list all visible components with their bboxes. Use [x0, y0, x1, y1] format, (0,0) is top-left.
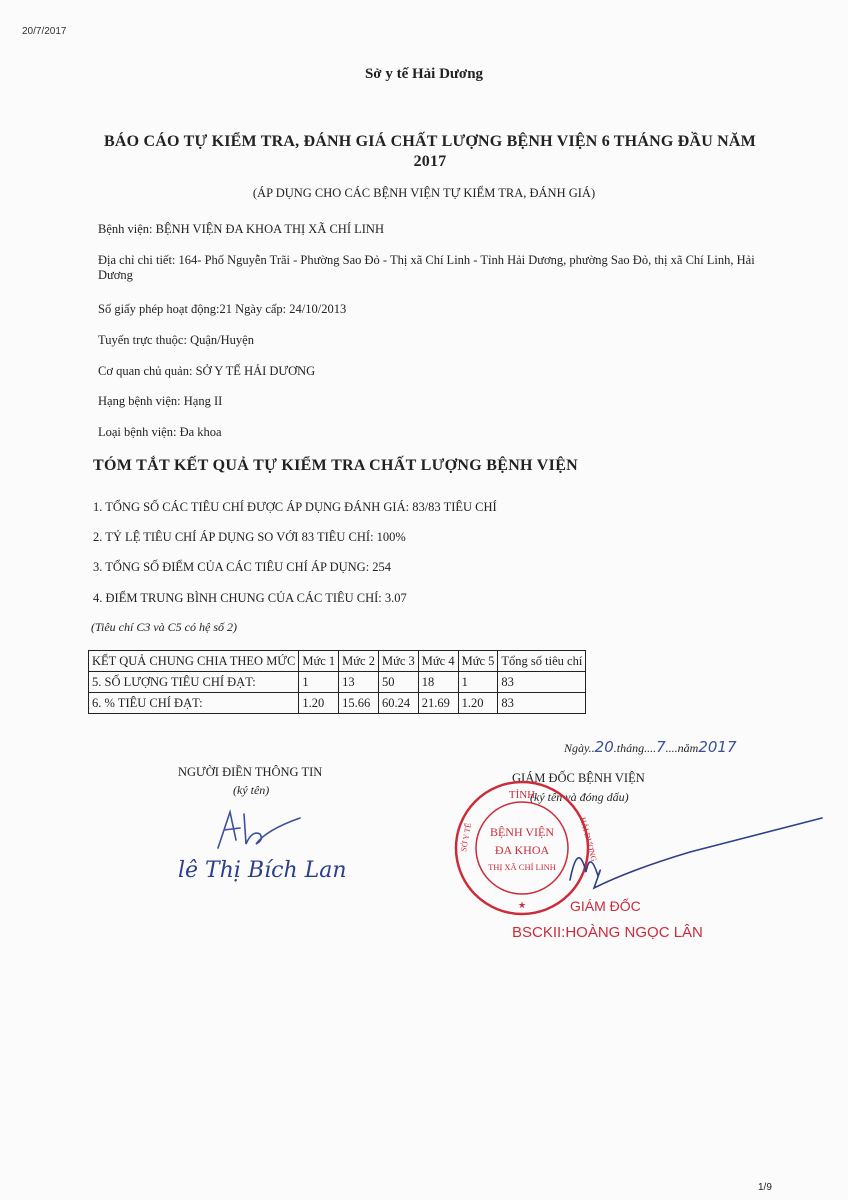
filler-name-handwritten: lê Thị Bích Lan [178, 858, 347, 883]
table-cell: 60.24 [378, 693, 418, 714]
table-cell: 1.20 [458, 693, 498, 714]
summary-item: 1. TỔNG SỐ CÁC TIÊU CHÍ ĐƯỢC ÁP DỤNG ĐÁNH GIÁ: 83/83 TIÊU CHÍ [93, 500, 497, 514]
stamp-ring-right: HẢI DƯƠNG [578, 816, 599, 863]
date-month: 7 [656, 738, 666, 756]
filler-signature [200, 800, 310, 860]
stamp-line2: ĐA KHOA [494, 843, 550, 857]
report-title: BÁO CÁO TỰ KIỂM TRA, ĐÁNH GIÁ CHẤT LƯỢNG BỆNH VIỆN 6 THÁNG ĐẦU NĂM 2017 [104, 133, 756, 170]
stamp-line3: THỊ XÃ CHÍ LINH [488, 862, 556, 872]
hospital-rank: Hạng bệnh viện: Hạng II [98, 394, 223, 408]
table-header-cell: Tổng số tiêu chí [498, 651, 586, 672]
date-year: 2017 [698, 738, 737, 756]
director-sign-note: (ký tên và đóng dấu) [530, 790, 629, 804]
stamp-ring-left: SỞ Y TẾ [459, 822, 474, 853]
table-cell: 18 [418, 672, 458, 693]
license-info: Số giấy phép hoạt động:21 Ngày cấp: 24/10/2013 [98, 302, 347, 316]
table-cell: 1.20 [299, 693, 339, 714]
table-cell: 1 [458, 672, 498, 693]
signing-date [564, 738, 737, 756]
summary-item: 4. ĐIỂM TRUNG BÌNH CHUNG CỦA CÁC TIÊU CHÍ: 3.07 [93, 591, 407, 605]
summary-item: 3. TỔNG SỐ ĐIỂM CỦA CÁC TIÊU CHÍ ÁP DỤNG: 254 [93, 560, 392, 574]
summary-item: 2. TỶ LỆ TIÊU CHÍ ÁP DỤNG SO VỚI 83 TIÊU CHÍ: 100% [93, 530, 406, 544]
managing-authority: Cơ quan chủ quản: SỞ Y TẾ HẢI DƯƠNG [98, 364, 316, 378]
hospital-address: Địa chỉ chi tiết: 164- Phố Nguyễn Trãi - Phường Sao Đỏ - Thị xã Chí Linh - Tỉnh Hải Dương, phường Sao Đỏ, thị xã Chí Linh, Hải Dương [98, 253, 755, 282]
print-date: 20/7/2017 [22, 26, 67, 37]
director-title: GIÁM ĐỐC BỆNH VIỆN [512, 771, 645, 785]
stamp-top-text: TỈNH [508, 789, 536, 801]
table-header-cell: Mức 2 [339, 651, 379, 672]
table-row [89, 672, 586, 693]
date-mid: .tháng.... [613, 741, 657, 755]
table-cell: 1 [299, 672, 339, 693]
date-prefix: Ngày.. [564, 741, 595, 755]
date-mid2: ....năm [665, 741, 699, 755]
director-label: GIÁM ĐỐC [570, 898, 641, 914]
table-header-cell: Mức 1 [299, 651, 339, 672]
table-cell: 83 [498, 693, 586, 714]
report-subtitle: (ÁP DỤNG CHO CÁC BỆNH VIỆN TỰ KIỂM TRA, ĐÁNH GIÁ) [252, 186, 596, 200]
table-cell: 21.69 [418, 693, 458, 714]
department-header: Sở y tế Hải Dương [364, 66, 484, 82]
hospital-level: Tuyến trực thuộc: Quận/Huyện [98, 333, 254, 347]
table-header-cell: Mức 4 [418, 651, 458, 672]
stamp-line1: BỆNH VIỆN [489, 825, 555, 839]
director-name: BSCKII:HOÀNG NGỌC LÂN [512, 924, 703, 941]
filler-sign-note: (ký tên) [233, 783, 270, 797]
hospital-type: Loại bệnh viện: Đa khoa [98, 425, 222, 439]
page-number: 1/9 [758, 1182, 772, 1193]
table-cell: 13 [339, 672, 379, 693]
table-header-cell: Mức 3 [378, 651, 418, 672]
table-cell: 50 [378, 672, 418, 693]
table-header-cell: KẾT QUẢ CHUNG CHIA THEO MỨC [89, 651, 299, 672]
table-cell: 5. SỐ LƯỢNG TIÊU CHÍ ĐẠT: [89, 672, 299, 693]
date-day: 20 [594, 738, 614, 756]
table-header-cell: Mức 5 [458, 651, 498, 672]
director-signature [560, 810, 830, 900]
table-header-row [89, 651, 586, 672]
table-cell: 6. % TIÊU CHÍ ĐẠT: [89, 693, 299, 714]
hospital-name: Bệnh viện: BỆNH VIỆN ĐA KHOA THỊ XÃ CHÍ LINH [98, 222, 384, 236]
table-row [89, 693, 586, 714]
filler-title: NGƯỜI ĐIỀN THÔNG TIN [178, 765, 323, 779]
coefficient-note: (Tiêu chí C3 và C5 có hệ số 2) [91, 620, 237, 634]
table-cell: 83 [498, 672, 586, 693]
table-cell: 15.66 [339, 693, 379, 714]
summary-heading: TÓM TẮT KẾT QUẢ TỰ KIỂM TRA CHẤT LƯỢNG BỆNH VIỆN [93, 457, 579, 474]
results-table [88, 650, 586, 714]
stamp-star-icon: ★ [517, 900, 527, 910]
